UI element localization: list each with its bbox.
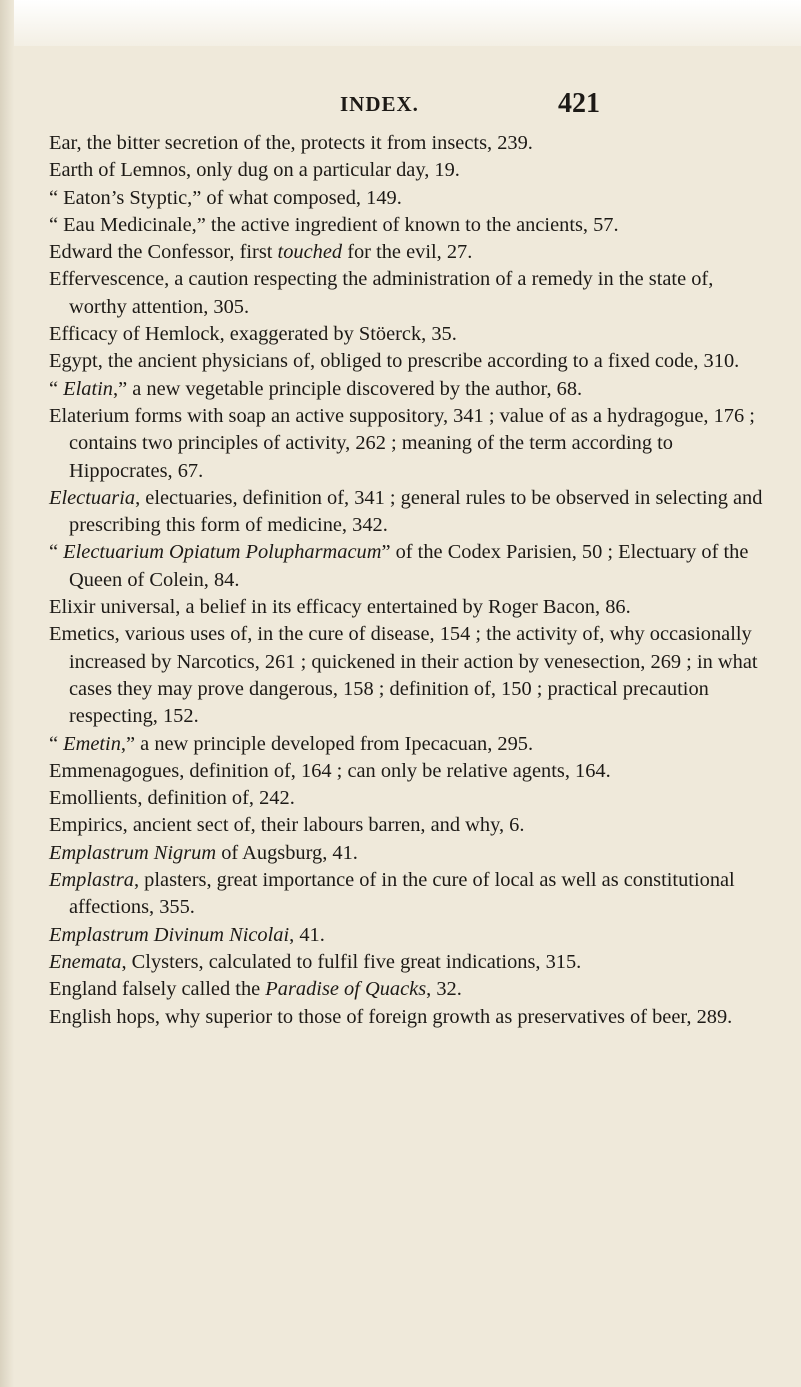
index-entry-text: , 32. (426, 978, 462, 1001)
index-entry-italic-text: Elatin (63, 377, 113, 400)
index-entry-italic-text: Emplastrum Nigrum (49, 841, 217, 864)
index-entry-text: Emmenagogues, definition of, 164 ; can only be relative agents, 164. (49, 759, 611, 782)
index-entry-text: Elaterium forms with soap an active suppository, 341 ; value of as a hydragogue, 176 ; contains two principles of activity, 262 ; meaning of the term according to Hippocrates, 67. (49, 404, 755, 482)
index-entry-italic-text: Emplastrum Divinum Nicolai (49, 923, 290, 946)
index-entry-list (49, 130, 769, 1031)
page-header (0, 90, 801, 124)
index-entry-text: “ Eaton’s Styptic,” of what composed, 149. (49, 186, 402, 209)
index-entry (49, 840, 769, 867)
index-entry-text: Empirics, ancient sect of, their labours barren, and why, 6. (49, 814, 525, 837)
index-entry (49, 949, 769, 976)
index-entry (49, 867, 769, 922)
index-entry (49, 1004, 769, 1031)
index-entry (49, 185, 769, 212)
index-entry-text: of Augsburg, 41. (216, 841, 358, 864)
index-entry (49, 922, 769, 949)
index-entry (49, 976, 769, 1003)
index-entry-text: England falsely called the (49, 978, 266, 1001)
index-entry-text: for the evil, 27. (342, 241, 473, 264)
index-entry-text: Edward the Confessor, first (49, 241, 278, 264)
index-entry (49, 157, 769, 184)
index-entry-text: English hops, why superior to those of foreign growth as preservatives of beer, 289. (49, 1005, 733, 1028)
index-entry (49, 376, 769, 403)
index-entry-italic-text: Emetin (63, 732, 121, 755)
index-entry-text: ” of the Codex Parisien, 50 ; Electuary of the Queen of Colein, 84. (69, 541, 749, 591)
index-entry-text: Ear, the bitter secretion of the, protects it from insects, 239. (49, 132, 533, 154)
index-entry (49, 485, 769, 540)
index-entry-text: Elixir universal, a belief in its efficacy entertained by Roger Bacon, 86. (49, 596, 631, 619)
index-entry-text: Egypt, the ancient physicians of, obliged to prescribe according to a fixed code, 310. (49, 350, 740, 373)
index-entry-text: “ (49, 541, 64, 564)
index-entry (49, 731, 769, 758)
index-entry (49, 239, 769, 266)
running-title: INDEX. (340, 92, 419, 116)
index-entry (49, 403, 769, 485)
index-entry-italic-text: Enemata (49, 950, 122, 973)
index-entry-text: “ (49, 377, 64, 400)
index-entry-text: Emetics, various uses of, in the cure of disease, 154 ; the activity of, why occasionally increased by Narcotics, 261 ; quickened in their action by venesection, 269 ; in what cases they may prove dangerous, 158 ; definition of, 150 ; practical precaution respecting, 152. (49, 623, 758, 728)
index-entry-text: ,” a new vegetable principle discovered by the author, 68. (113, 377, 583, 400)
index-entry (49, 348, 769, 375)
index-entry-text: , 41. (289, 923, 325, 946)
index-entry-text: Emollients, definition of, 242. (49, 787, 295, 810)
index-entry (49, 621, 769, 730)
index-entry-italic-text: touched (277, 241, 343, 264)
index-entry-text: , plasters, great importance of in the cure of local as well as constitutional affections, 355. (69, 869, 735, 919)
index-entry (49, 321, 769, 348)
book-spine-shadow (0, 0, 14, 1387)
index-entry-italic-text: Electuaria (49, 486, 136, 509)
index-entry-text: Earth of Lemnos, only dug on a particular day, 19. (49, 159, 460, 182)
index-entry-text: Efficacy of Hemlock, exaggerated by Stöerck, 35. (49, 323, 457, 346)
index-entry (49, 758, 769, 785)
index-entry-text: “ Eau Medicinale,” the active ingredient of known to the ancients, 57. (49, 213, 619, 236)
index-entry (49, 212, 769, 239)
index-entry-text: “ (49, 732, 64, 755)
index-entry-italic-text: Emplastra (49, 869, 134, 892)
index-entry (49, 785, 769, 812)
index-entry (49, 266, 769, 321)
index-entry (49, 539, 769, 594)
index-entry-text: ,” a new principle developed from Ipecacuan, 295. (120, 732, 534, 755)
index-entry-italic-text: Electuarium Opiatum Polupharmacum (63, 541, 382, 564)
index-entry-text: , Clysters, calculated to fulfil five great indications, 315. (121, 950, 582, 973)
index-entry-text: Effervescence, a caution respecting the administration of a remedy in the state of, worthy attention, 305. (49, 268, 714, 318)
index-entry (49, 130, 769, 157)
index-entry (49, 594, 769, 621)
index-entry-italic-text: Paradise of Quacks (265, 978, 427, 1001)
index-entry-text: , electuaries, definition of, 341 ; general rules to be observed in selecting and prescribing this form of medicine, 342. (69, 486, 763, 537)
page-top-edge (0, 0, 801, 46)
page-number: 421 (558, 88, 600, 119)
index-entry (49, 812, 769, 839)
